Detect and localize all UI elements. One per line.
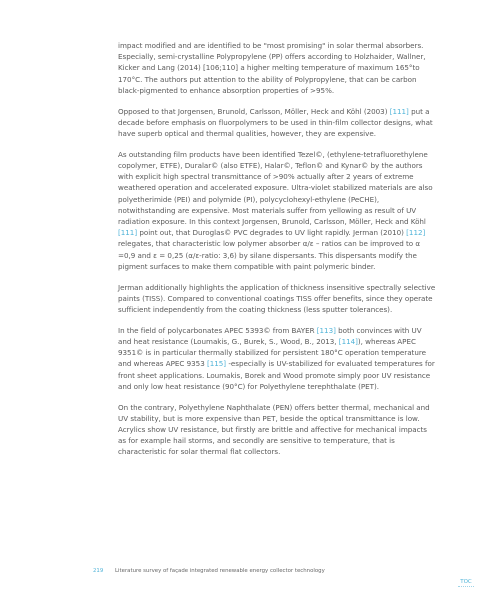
text-run: put a decade before emphasis on fluorpolymers to be used in thin-film collector designs, what have superb optical and thermal qualities, however, they are expensive. [118, 106, 433, 139]
reference-link[interactable]: [112] [406, 228, 426, 238]
text-run: point out, that Duroglas© PVC degrades to UV light rapidly. Jerman (2010) [137, 228, 407, 238]
footer-title: Literature survey of façade integrated renewable energy collector technology [115, 568, 325, 574]
text-run: -especially is UV-stabilized for evaluated temperatures for front sheet applications. Loumakis, Borek and Wood promote simply poor UV resistance and only low heat resistance (90°C) for Polyethylene terephthalate (PET). [118, 359, 435, 391]
reference-link[interactable]: [113] [316, 325, 336, 335]
text-run: As outstanding film products have been identified Tezel©, (ethylene-tetrafluorethylene copolymer, ETFE), Duralar© (also ETFE), Halar©, Teflon© and Kynar© by the authors with explicit high spectral transmittance of >90% actually after 2 years of extreme weathered operation and accelerated exposure. Ultra-violet stabilized materials are also polyetherimide (PEI) and polymide (PI), polycyclohexyl-ethylene (PeCHE), notwithstanding are expensive. Most materials suffer from yellowing as result of UV radiation exposure. In this context Jorgensen, Brunold, Carlsson, Möller, Heck and Köhl [118, 149, 433, 227]
reference-link[interactable]: [114] [338, 337, 358, 347]
text-run: impact modified and are identified to be "most promising" in solar thermal absorbers. Especially, semi-crystalline Polypropylene (PP) offers according to Holzhaider, Wallner, Kicker and Lang (2014) [106;110] a higher melting temperature of maximum 165°to 170°C. The authors put attention to the ability of Polypropylene, that can be carbon black-pigmented to enhance absorption properties of >95%. [118, 41, 426, 95]
paragraph [118, 402, 436, 458]
paragraph [118, 325, 436, 392]
paragraph [118, 106, 436, 140]
text-run: ), whereas APEC 9351© is in particular thermally stabilized for persistent 180°C operation temperature and whereas APEC 9353 [118, 337, 426, 369]
text-run: On the contrary, Polyethylene Naphthalate (PEN) offers better thermal, mechanical and UV stability, but is more expensive than PET, beside the optical transmittance is low. Acrylics show UV resistance, but firstly are brittle and affective for mechanical impacts as for example hail storms, and secondly are sensitive to temperature, that is characteristic for solar thermal flat collectors. [118, 402, 430, 457]
toc-label[interactable]: TOC [460, 579, 472, 585]
page-footer [93, 568, 325, 574]
reference-link[interactable]: [111] [389, 106, 409, 116]
body-text [118, 40, 436, 467]
reference-link[interactable]: [115] [206, 359, 227, 369]
text-run: relegates, that characteristic low polymer absorber α/ε – ratios can be improved to α =0,9 and ε = 0,25 (α/ε-ratio: 3,6) by silane dispersants. This dispersants modify the pigment surfaces to make them compatible with paint polymeric binder. [118, 239, 421, 271]
paragraph [118, 282, 436, 316]
text-run: both convinces with UV and heat resistance (Loumakis, G., Burek, S., Wood, B., 2013, [118, 325, 422, 347]
text-run: In the field of polycarbonates APEC 5393© from BAYER [118, 325, 317, 335]
toc-link[interactable] [458, 579, 474, 588]
paragraph [118, 40, 436, 96]
text-run: Opposed to that Jorgensen, Brunold, Carlsson, Möller, Heck and Köhl (2003) [118, 106, 390, 116]
page-number: 219 [93, 568, 104, 574]
text-run: Jerman additionally highlights the application of thickness insensitive spectrally selective paints (TISS). Compared to conventional coatings TISS offer benefits, since they operate sufficient independently from the coating thickness (less sputter tolerances). [118, 282, 436, 315]
reference-link[interactable]: [111] [118, 228, 138, 238]
paragraph [118, 149, 436, 272]
toc-dots-icon [458, 586, 474, 588]
